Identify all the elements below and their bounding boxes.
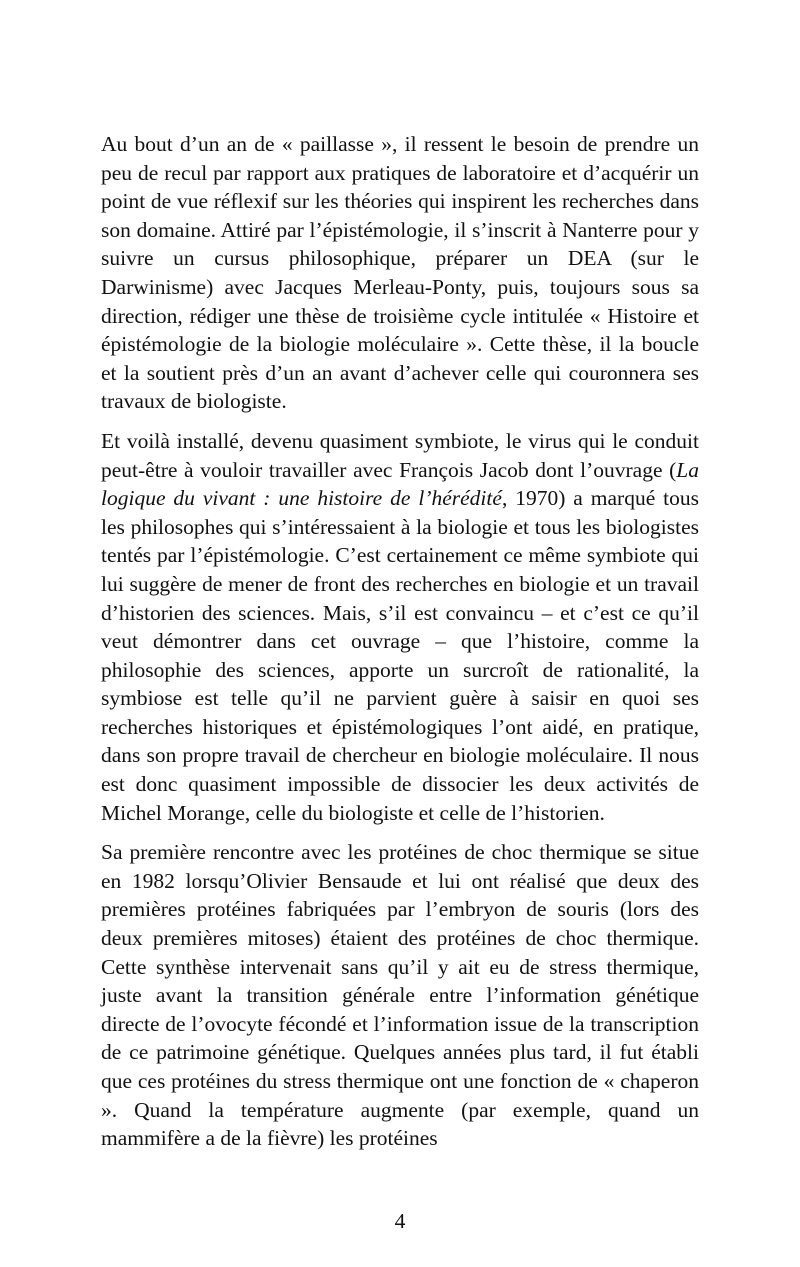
paragraph-2-text-end: , 1970) a marqué tous les philosophes qui s’intéressaient à la biologie et tous les biologistes tentés par l’épistémologie. C’est certainement ce même symbiote qui lui suggère de mener de front des recherches en biologie et un travail d’historien des sciences. Mais, s’il est convaincu – et c’est ce qu’il veut démontrer dans cet ouvrage – que l’histoire, comme la philosophie des sciences, apporte un surcroît de rationalité, la symbiose est telle qu’il ne parvient guère à saisir en quoi ses recherches historiques et épistémologiques l’ont aidé, en pratique, dans son propre travail de chercheur en biologie moléculaire. Il nous est donc quasiment impossible de dissocier les deux activités de Michel Morange, celle du biologiste et celle de l’historien. bbox=[101, 486, 699, 825]
paragraph-1 bbox=[101, 130, 699, 416]
paragraph-2 bbox=[101, 427, 699, 827]
paragraph-3 bbox=[101, 838, 699, 1153]
paragraph-3-text: Sa première rencontre avec les protéines de choc thermique se situe en 1982 lorsqu’Olivier Bensaude et lui ont réalisé que deux des premières protéines fabriquées par l’embryon de souris (lors des deux premières mitoses) étaient des protéines de choc thermique. Cette synthèse intervenait sans qu’il y ait eu de stress thermique, juste avant la transition générale entre l’information génétique directe de l’ovocyte fécondé et l’information issue de la transcription de ce patrimoine génétique. Quelques années plus tard, il fut établi que ces protéines du stress thermique ont une fonction de « chaperon ». Quand la température augmente (par exemple, quand un mammifère a de la fièvre) les protéines bbox=[101, 840, 699, 1151]
paragraph-2-text-start: Et voilà installé, devenu quasiment symbiote, le virus qui le conduit peut-être à vouloir travailler avec François Jacob dont l’ouvrage ( bbox=[101, 428, 699, 482]
body-text bbox=[101, 130, 699, 1153]
paragraph-1-text: Au bout d’un an de « paillasse », il ressent le besoin de prendre un peu de recul par rapport aux pratiques de laboratoire et d’acquérir un point de vue réflexif sur les théories qui inspirent les recherches dans son domaine. Attiré par l’épistémologie, il s’inscrit à Nanterre pour y suivre un cursus philosophique, préparer un DEA (sur le Darwinisme) avec Jacques Merleau-Ponty, puis, toujours sous sa direction, rédiger une thèse de troisième cycle intitulée « Histoire et épistémologie de la biologie moléculaire ». Cette thèse, il la boucle et la soutient près d’un an avant d’achever celle qui couronnera ses travaux de biologiste. bbox=[101, 132, 699, 414]
book-title: La logique du vivant : une histoire de l’hérédité bbox=[101, 457, 699, 511]
page-number: 4 bbox=[394, 1209, 406, 1233]
